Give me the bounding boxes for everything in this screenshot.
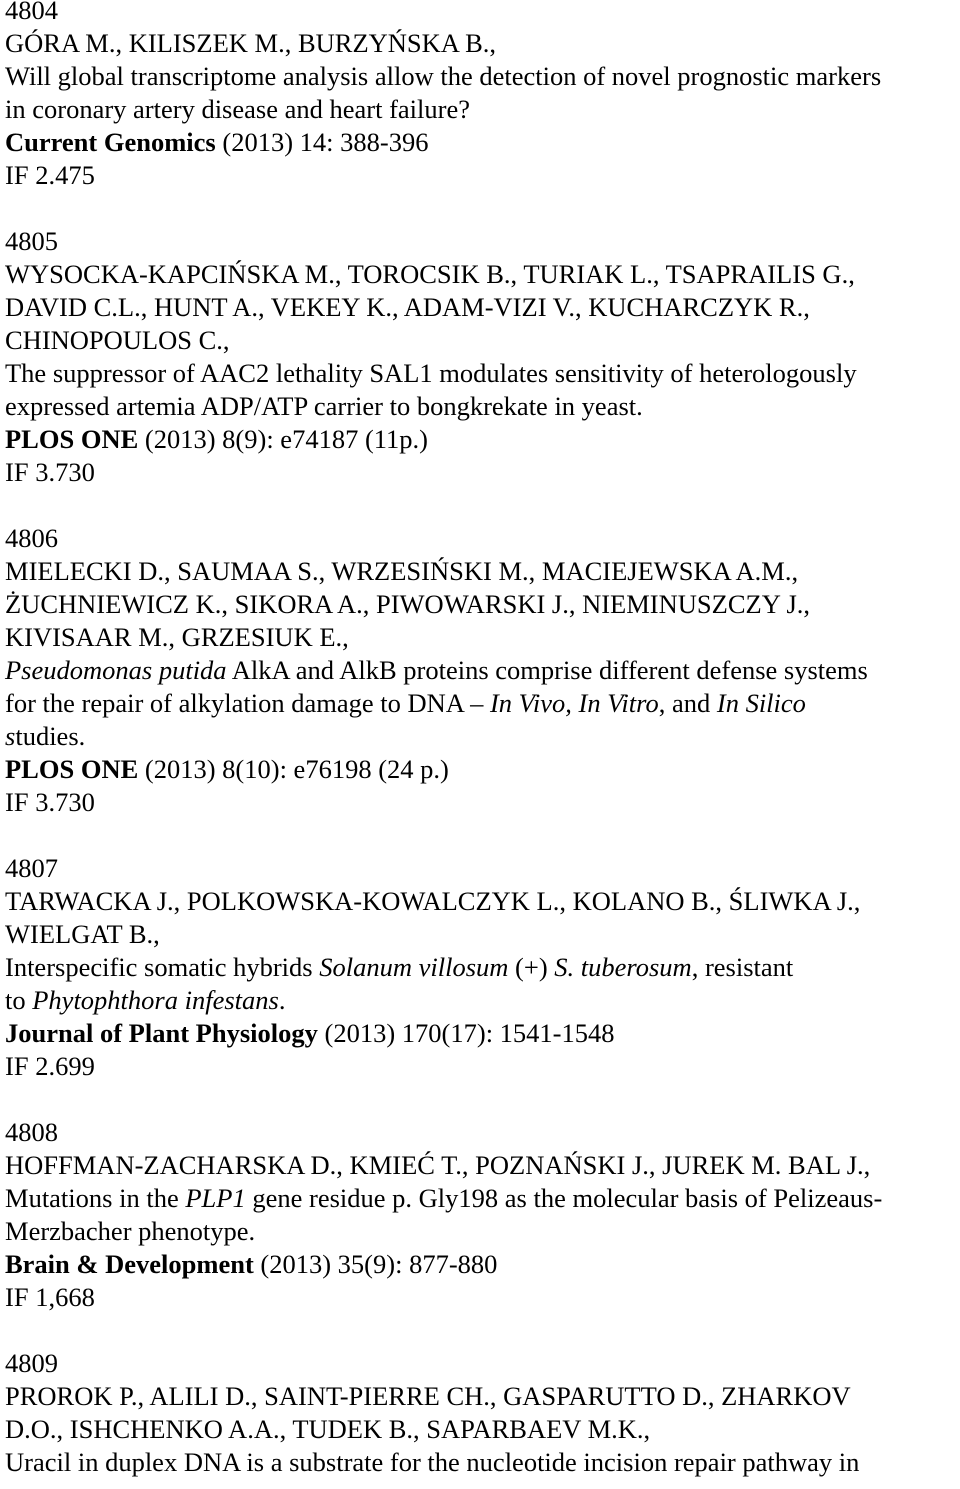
entry-citation xyxy=(5,753,955,786)
entry-title xyxy=(5,1446,955,1479)
citation-details: (2013) 8(10): e76198 (24 p.) xyxy=(138,754,449,784)
entry-title: expressed artemia ADP/ATP carrier to bongkrekate in yeast. xyxy=(5,391,643,421)
entry-authors: HOFFMAN-ZACHARSKA D., KMIEĆ T., POZNAŃSKI J., JUREK M. BAL J., xyxy=(5,1150,871,1180)
entry-separator xyxy=(5,1314,955,1347)
impact-factor: IF 1,668 xyxy=(5,1282,95,1312)
impact-factor: IF 3.730 xyxy=(5,457,95,487)
impact-factor: IF 2.699 xyxy=(5,1051,95,1081)
entry-citation xyxy=(5,1248,955,1281)
entry-authors: KIVISAAR M., GRZESIUK E., xyxy=(5,622,349,652)
publication-entry xyxy=(5,852,955,1083)
title-segment: gene residue p. Gly198 as the molecular basis of Pelizeaus- xyxy=(245,1183,883,1213)
title-italic-segment: In Vivo, In Vitro xyxy=(489,688,659,718)
entry-number: 4809 xyxy=(5,1348,58,1378)
journal-name: Current Genomics xyxy=(5,127,216,157)
title-segment: (+) xyxy=(508,952,555,982)
entry-citation xyxy=(5,1017,955,1050)
publication-entry xyxy=(5,1116,955,1314)
title-italic-segment: S. tuberosum xyxy=(554,952,692,982)
journal-name: Brain & Development xyxy=(5,1249,254,1279)
entry-separator xyxy=(5,489,955,522)
title-italic-segment: PLP1 xyxy=(185,1183,246,1213)
entry-authors: MIELECKI D., SAUMAA S., WRZESIŃSKI M., MACIEJEWSKA A.M., xyxy=(5,556,799,586)
entry-title: Will global transcriptome analysis allow the detection of novel prognostic markers xyxy=(5,61,882,91)
entry-title xyxy=(5,720,955,753)
entry-authors: TARWACKA J., POLKOWSKA-KOWALCZYK L., KOLANO B., ŚLIWKA J., xyxy=(5,886,861,916)
entry-title xyxy=(5,1215,955,1248)
publication-entry xyxy=(5,1347,955,1479)
publication-entry xyxy=(5,522,955,819)
entry-number: 4804 xyxy=(5,0,58,25)
title-italic-segment: Phytophthora infestans xyxy=(32,985,279,1015)
citation-details: (2013) 35(9): 877-880 xyxy=(253,1249,498,1279)
publication-list xyxy=(5,0,955,1479)
entry-title xyxy=(5,654,955,687)
entry-citation xyxy=(5,423,955,456)
entry-authors: WYSOCKA-KAPCIŃSKA M., TOROCSIK B., TURIAK L., TSAPRAILIS G., xyxy=(5,259,855,289)
entry-authors: PROROK P., ALILI D., SAINT-PIERRE CH., GASPARUTTO D., ZHARKOV xyxy=(5,1381,851,1411)
entry-title xyxy=(5,1182,955,1215)
entry-authors: ŻUCHNIEWICZ K., SIKORA A., PIWOWARSKI J., NIEMINUSZCZY J., xyxy=(5,589,811,619)
entry-number: 4806 xyxy=(5,523,58,553)
title-italic-segment: s xyxy=(5,721,16,751)
title-segment: , and xyxy=(658,688,717,718)
journal-name: PLOS ONE xyxy=(5,754,139,784)
entry-title: in coronary artery disease and heart failure? xyxy=(5,94,470,124)
citation-details: (2013) 170(17): 1541-1548 xyxy=(317,1018,615,1048)
impact-factor: IF 3.730 xyxy=(5,787,95,817)
entry-title xyxy=(5,951,955,984)
entry-authors: DAVID C.L., HUNT A., VEKEY K., ADAM-VIZI V., KUCHARCZYK R., xyxy=(5,292,810,322)
entry-authors: D.O., ISHCHENKO A.A., TUDEK B., SAPARBAEV M.K., xyxy=(5,1414,651,1444)
publication-entry xyxy=(5,0,955,192)
title-italic-segment: Solanum villosum xyxy=(319,952,509,982)
entry-authors: WIELGAT B., xyxy=(5,919,160,949)
entry-separator xyxy=(5,819,955,852)
impact-factor: IF 2.475 xyxy=(5,160,95,190)
entry-authors: CHINOPOULOS C., xyxy=(5,325,230,355)
entry-authors: GÓRA M., KILISZEK M., BURZYŃSKA B., xyxy=(5,28,497,58)
entry-title: The suppressor of AAC2 lethality SAL1 modulates sensitivity of heterologously xyxy=(5,358,857,388)
entry-number: 4805 xyxy=(5,226,58,256)
title-segment: Mutations in the xyxy=(5,1183,186,1213)
publication-entry xyxy=(5,225,955,489)
journal-name: PLOS ONE xyxy=(5,424,139,454)
title-segment: to xyxy=(5,985,33,1015)
entry-number: 4808 xyxy=(5,1117,58,1147)
title-segment: tudies. xyxy=(15,721,86,751)
title-segment: for the repair of alkylation damage to DNA – xyxy=(5,688,490,718)
entry-separator xyxy=(5,192,955,225)
entry-separator xyxy=(5,1083,955,1116)
title-segment: Interspecific somatic hybrids xyxy=(5,952,320,982)
entry-title xyxy=(5,687,955,720)
title-segment: , resistant xyxy=(691,952,794,982)
title-italic-segment: In Silico xyxy=(716,688,806,718)
citation-details: (2013) 8(9): e74187 (11p.) xyxy=(138,424,428,454)
title-segment: AlkA and AlkB proteins comprise different defense systems xyxy=(226,655,868,685)
title-segment: Uracil in duplex DNA is a substrate for the nucleotide incision repair pathway in xyxy=(5,1447,860,1477)
entry-title xyxy=(5,984,955,1017)
citation-details: (2013) 14: 388-396 xyxy=(215,127,429,157)
entry-number: 4807 xyxy=(5,853,58,883)
title-italic-segment: Pseudomonas putida xyxy=(5,655,227,685)
title-segment: . xyxy=(278,985,286,1015)
entry-citation xyxy=(5,126,955,159)
title-segment: Merzbacher phenotype. xyxy=(5,1216,256,1246)
journal-name: Journal of Plant Physiology xyxy=(5,1018,318,1048)
